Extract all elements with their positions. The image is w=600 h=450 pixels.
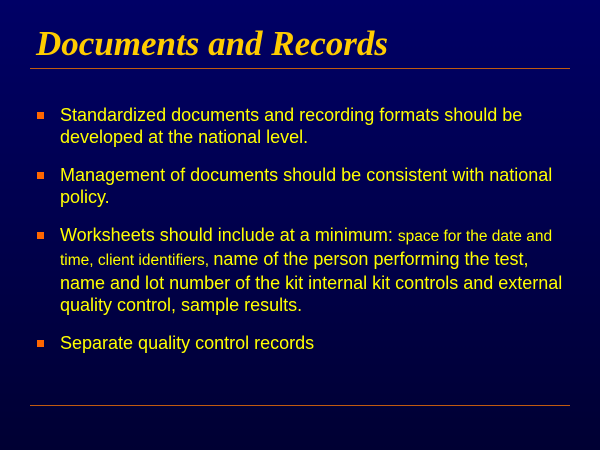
square-bullet-icon <box>37 172 44 179</box>
bullet-text: Management of documents should be consistent with national policy. <box>60 165 553 207</box>
footer-divider <box>30 405 570 406</box>
slide-title: Documents and Records <box>36 24 388 63</box>
bullet-text: Standardized documents and recording formats should be developed at the national level. <box>60 105 523 147</box>
bullet-text-part-3: name of the person performing the test, name and lot number of the kit internal kit controls and external quality control, sample results. <box>60 249 563 315</box>
bullet-item-management <box>34 164 570 208</box>
bullet-item-separate-qc <box>34 332 570 354</box>
bullet-item-worksheets <box>34 224 570 316</box>
bullet-list <box>34 104 570 370</box>
bullet-text: Separate quality control records <box>60 333 315 353</box>
square-bullet-icon <box>37 232 44 239</box>
square-bullet-icon <box>37 112 44 119</box>
bullet-text-part-1: Worksheets should include at a minimum: <box>60 225 398 245</box>
bullet-text-part-2: space for the date and time, client identifiers, <box>60 228 553 269</box>
bullet-item-standardized <box>34 104 570 148</box>
square-bullet-icon <box>37 340 44 347</box>
title-divider <box>30 68 570 69</box>
